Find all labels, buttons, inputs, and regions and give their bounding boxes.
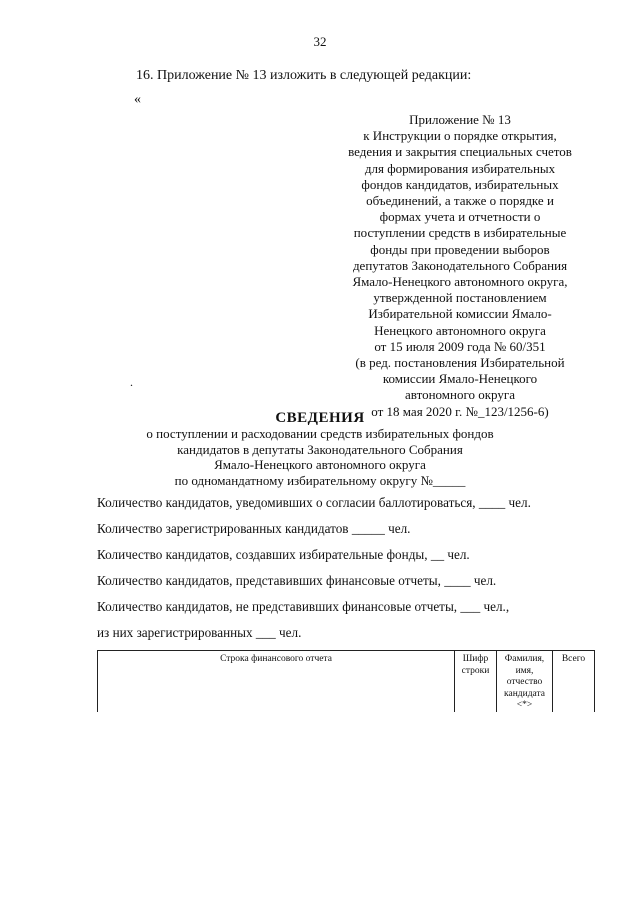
table-header-row <box>98 651 595 712</box>
report-subtitle-line: кандидатов в депутаты Законодательного Собрания <box>177 441 463 457</box>
appendix-line: автономного округа <box>405 387 515 403</box>
appendix-line: от 18 мая 2020 г. №_123/1256-6) <box>371 403 549 419</box>
stray-mark: . <box>130 375 133 389</box>
appendix-line: комиссии Ямало-Ненецкого <box>382 371 538 387</box>
report-title: СВЕДЕНИЯ <box>275 410 365 426</box>
header-report-line: Строка финансового отчета <box>98 651 455 712</box>
header-total: Всего <box>553 651 595 712</box>
header-candidate-name: Фамилия, имя, отчество кандидата <*> <box>497 651 553 712</box>
appendix-line: формах учета и отчетности о <box>379 209 541 225</box>
appendix-line: Ненецкого автономного округа <box>374 322 546 338</box>
opening-quote: « <box>134 92 141 107</box>
report-subtitle-line: по одномандатному избирательному округу №_____ <box>174 472 466 488</box>
appendix-line: ведения и закрытия специальных счетов <box>348 144 572 160</box>
appendix-line: Ямало-Ненецкого автономного округа, <box>352 274 568 290</box>
appendix-line: объединений, а также о порядке и <box>366 193 554 209</box>
appendix-header <box>300 112 620 420</box>
appendix-line: фонды при проведении выборов <box>370 241 550 257</box>
appendix-line: фондов кандидатов, избирательных <box>361 176 559 192</box>
appendix-line: поступлении средств в избирательные <box>353 225 567 241</box>
financial-report-table <box>97 650 595 712</box>
appendix-line: (в ред. постановления Избирательной <box>355 355 565 371</box>
appendix-line: к Инструкции о порядке открытия, <box>363 128 557 144</box>
stat-line-funds-created: Количество кандидатов, создавших избирательные фонды, __ чел. <box>97 547 470 562</box>
stat-line-registered: Количество зарегистрированных кандидатов _____ чел. <box>97 521 411 536</box>
appendix-line: для формирования избирательных <box>364 160 556 176</box>
stat-line-reports-not-submitted: Количество кандидатов, не представивших финансовые отчеты, ___ чел., <box>97 599 510 614</box>
stat-line-reports-submitted: Количество кандидатов, представивших финансовые отчеты, ____ чел. <box>97 573 497 588</box>
appendix-line: депутатов Законодательного Собрания <box>352 257 568 273</box>
report-subtitle-line: Ямало-Ненецкого автономного округа <box>214 457 426 472</box>
stat-line-registered-subset: из них зарегистрированных ___ чел. <box>97 625 302 640</box>
report-title-block <box>0 410 640 488</box>
appendix-line: утвержденной постановлением <box>373 290 547 306</box>
report-subtitle-line: о поступлении и расходовании средств избирательных фондов <box>146 426 494 441</box>
stat-line-notified: Количество кандидатов, уведомивших о согласии баллотироваться, ____ чел. <box>97 495 531 510</box>
page-number: 32 <box>313 34 327 49</box>
amendment-item-line: 16. Приложение № 13 изложить в следующей редакции: <box>136 68 472 83</box>
header-line-code: Шифр строки <box>455 651 497 712</box>
appendix-line: от 15 июля 2009 года № 60/351 <box>374 338 546 354</box>
appendix-line: Приложение № 13 <box>409 112 511 127</box>
appendix-line: Избирательной комиссии Ямало- <box>368 306 552 322</box>
